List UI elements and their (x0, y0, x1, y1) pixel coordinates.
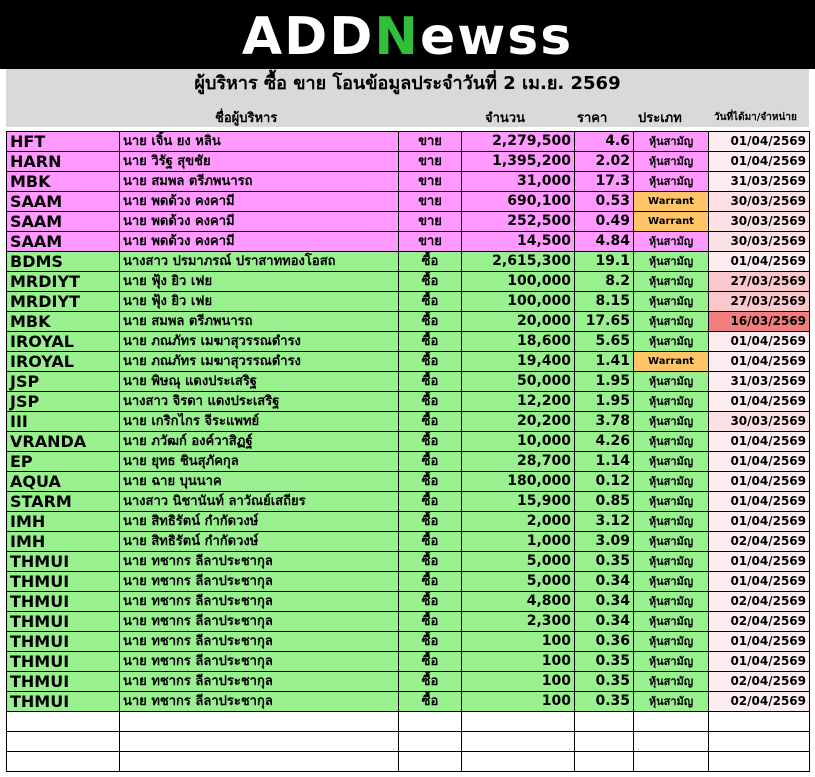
cell-action: ขาย (399, 212, 462, 232)
cell-executive-name: นาย สมพล ตรีภพนารถ (120, 172, 399, 192)
cell-executive-name: นาย พิษณุ แดงประเสริฐ (120, 372, 399, 392)
cell-price: 8.15 (575, 292, 634, 312)
table-row (7, 532, 810, 552)
cell-quantity: 2,000 (462, 512, 575, 532)
empty-cell (462, 752, 575, 772)
cell-executive-name: นางสาว ปรมาภรณ์ ปราสาททองโอสถ (120, 252, 399, 272)
empty-cell (709, 732, 810, 752)
cell-symbol: THMUI (7, 592, 120, 612)
cell-symbol: AQUA (7, 472, 120, 492)
header-quantity: จำนวน (485, 111, 525, 126)
cell-symbol: THMUI (7, 632, 120, 652)
cell-type: หุ้นสามัญ (634, 252, 709, 272)
table-row (7, 152, 810, 172)
cell-price: 17.65 (575, 312, 634, 332)
cell-action: ซื้อ (399, 332, 462, 352)
cell-symbol: MRDIYT (7, 272, 120, 292)
cell-symbol: HFT (7, 132, 120, 152)
cell-quantity: 100 (462, 692, 575, 712)
cell-type: หุ้นสามัญ (634, 292, 709, 312)
cell-action: ซื้อ (399, 692, 462, 712)
cell-quantity: 4,800 (462, 592, 575, 612)
table-row (7, 632, 810, 652)
cell-action: ซื้อ (399, 552, 462, 572)
cell-type: หุ้นสามัญ (634, 552, 709, 572)
cell-quantity: 15,900 (462, 492, 575, 512)
table-row (7, 432, 810, 452)
empty-cell (709, 712, 810, 732)
cell-symbol: IMH (7, 532, 120, 552)
cell-price: 1.95 (575, 392, 634, 412)
empty-cell (575, 752, 634, 772)
empty-cell (634, 712, 709, 732)
cell-action: ซื้อ (399, 492, 462, 512)
cell-type: Warrant (634, 192, 709, 212)
cell-price: 4.84 (575, 232, 634, 252)
cell-executive-name: นาย ทชากร ลีลาประชากุล (120, 672, 399, 692)
cell-quantity: 2,300 (462, 612, 575, 632)
cell-type: หุ้นสามัญ (634, 132, 709, 152)
cell-date: 27/03/2569 (709, 292, 810, 312)
empty-cell (575, 712, 634, 732)
cell-type: Warrant (634, 212, 709, 232)
banner (0, 0, 815, 69)
cell-action: ซื้อ (399, 392, 462, 412)
cell-symbol: THMUI (7, 612, 120, 632)
cell-symbol: SAAM (7, 192, 120, 212)
cell-executive-name: นาย ฟุ้ง ยิว เฟย (120, 272, 399, 292)
cell-price: 8.2 (575, 272, 634, 292)
cell-type: หุ้นสามัญ (634, 452, 709, 472)
cell-symbol: JSP (7, 372, 120, 392)
cell-date: 01/04/2569 (709, 512, 810, 532)
cell-price: 0.35 (575, 552, 634, 572)
cell-executive-name: นาย ทชากร ลีลาประชากุล (120, 572, 399, 592)
table-row (7, 252, 810, 272)
empty-cell (462, 712, 575, 732)
cell-date: 01/04/2569 (709, 152, 810, 172)
cell-action: ซื้อ (399, 532, 462, 552)
cell-price: 3.78 (575, 412, 634, 432)
cell-action: ซื้อ (399, 292, 462, 312)
table-row (7, 692, 810, 712)
cell-executive-name: นาย ทชากร ลีลาประชากุล (120, 552, 399, 572)
cell-price: 0.34 (575, 572, 634, 592)
table-row (7, 612, 810, 632)
cell-type: Warrant (634, 352, 709, 372)
cell-action: ซื้อ (399, 512, 462, 532)
cell-action: ขาย (399, 152, 462, 172)
table-row (7, 652, 810, 672)
cell-symbol: III (7, 412, 120, 432)
cell-symbol: SAAM (7, 232, 120, 252)
cell-price: 3.09 (575, 532, 634, 552)
cell-price: 0.12 (575, 472, 634, 492)
cell-executive-name: นาย ฉาย บุนนาค (120, 472, 399, 492)
table-row (7, 452, 810, 472)
cell-type: หุ้นสามัญ (634, 492, 709, 512)
cell-price: 0.34 (575, 592, 634, 612)
cell-price: 19.1 (575, 252, 634, 272)
cell-date: 27/03/2569 (709, 272, 810, 292)
cell-symbol: EP (7, 452, 120, 472)
empty-cell (120, 752, 399, 772)
table-row (7, 392, 810, 412)
header-date: วันที่ได้มา/จำหน่าย (714, 112, 797, 123)
cell-quantity: 5,000 (462, 572, 575, 592)
cell-type: หุ้นสามัญ (634, 232, 709, 252)
cell-type: หุ้นสามัญ (634, 632, 709, 652)
cell-type: หุ้นสามัญ (634, 512, 709, 532)
title-bar (6, 69, 809, 127)
cell-type: หุ้นสามัญ (634, 432, 709, 452)
cell-date: 02/04/2569 (709, 532, 810, 552)
cell-symbol: STARM (7, 492, 120, 512)
cell-action: ซื้อ (399, 452, 462, 472)
cell-quantity: 252,500 (462, 212, 575, 232)
cell-action: ซื้อ (399, 272, 462, 292)
cell-price: 1.95 (575, 372, 634, 392)
logo (0, 6, 815, 68)
cell-action: ขาย (399, 172, 462, 192)
cell-executive-name: นาย ภวัฒก์ องค์วาสิฏฐ์ (120, 432, 399, 452)
cell-price: 0.49 (575, 212, 634, 232)
table-row (7, 172, 810, 192)
table-row (7, 132, 810, 152)
cell-executive-name: นาย ทชากร ลีลาประชากุล (120, 652, 399, 672)
cell-quantity: 14,500 (462, 232, 575, 252)
cell-executive-name: นาย พดด้วง คงคามี (120, 192, 399, 212)
cell-type: หุ้นสามัญ (634, 152, 709, 172)
cell-date: 31/03/2569 (709, 172, 810, 192)
cell-symbol: JSP (7, 392, 120, 412)
cell-action: ซื้อ (399, 632, 462, 652)
cell-symbol: MRDIYT (7, 292, 120, 312)
cell-symbol: MBK (7, 172, 120, 192)
cell-type: หุ้นสามัญ (634, 272, 709, 292)
empty-cell (399, 712, 462, 732)
cell-quantity: 19,400 (462, 352, 575, 372)
cell-executive-name: นาย ทชากร ลีลาประชากุล (120, 592, 399, 612)
cell-quantity: 18,600 (462, 332, 575, 352)
cell-quantity: 50,000 (462, 372, 575, 392)
cell-type: หุ้นสามัญ (634, 672, 709, 692)
cell-date: 01/04/2569 (709, 392, 810, 412)
cell-executive-name: นาย สิทธิรัตน์ กำกัดวงษ์ (120, 532, 399, 552)
empty-cell (120, 732, 399, 752)
cell-quantity: 100 (462, 632, 575, 652)
cell-date: 02/04/2569 (709, 592, 810, 612)
cell-price: 1.41 (575, 352, 634, 372)
cell-date: 01/04/2569 (709, 352, 810, 372)
empty-cell (399, 752, 462, 772)
cell-type: หุ้นสามัญ (634, 592, 709, 612)
cell-quantity: 20,000 (462, 312, 575, 332)
cell-action: ซื้อ (399, 472, 462, 492)
table-row (7, 272, 810, 292)
cell-price: 0.35 (575, 672, 634, 692)
cell-date: 01/04/2569 (709, 652, 810, 672)
cell-executive-name: นาย ทชากร ลีลาประชากุล (120, 612, 399, 632)
cell-type: หุ้นสามัญ (634, 372, 709, 392)
cell-action: ซื้อ (399, 432, 462, 452)
table-row (7, 572, 810, 592)
cell-date: 30/03/2569 (709, 192, 810, 212)
cell-action: ขาย (399, 192, 462, 212)
cell-executive-name: นางสาว จิรดา แดงประเสริฐ (120, 392, 399, 412)
cell-quantity: 2,279,500 (462, 132, 575, 152)
cell-quantity: 2,615,300 (462, 252, 575, 272)
cell-price: 5.65 (575, 332, 634, 352)
cell-executive-name: นาย ทชากร ลีลาประชากุล (120, 632, 399, 652)
cell-date: 01/04/2569 (709, 252, 810, 272)
cell-executive-name: นาย เจิ้น ยง หลิน (120, 132, 399, 152)
cell-action: ซื้อ (399, 592, 462, 612)
empty-cell (120, 712, 399, 732)
empty-row (7, 712, 810, 732)
cell-symbol: IROYAL (7, 332, 120, 352)
cell-type: หุ้นสามัญ (634, 332, 709, 352)
cell-symbol: THMUI (7, 652, 120, 672)
cell-price: 2.02 (575, 152, 634, 172)
cell-symbol: VRANDA (7, 432, 120, 452)
cell-date: 01/04/2569 (709, 472, 810, 492)
cell-date: 30/03/2569 (709, 412, 810, 432)
cell-quantity: 31,000 (462, 172, 575, 192)
cell-price: 3.12 (575, 512, 634, 532)
cell-date: 30/03/2569 (709, 212, 810, 232)
table-row (7, 292, 810, 312)
cell-symbol: IROYAL (7, 352, 120, 372)
cell-quantity: 100,000 (462, 272, 575, 292)
logo-prefix: ADD (241, 7, 375, 67)
cell-executive-name: นาย พดด้วง คงคามี (120, 212, 399, 232)
cell-date: 16/03/2569 (709, 312, 810, 332)
cell-executive-name: นาย ทชากร ลีลาประชากุล (120, 692, 399, 712)
cell-price: 0.35 (575, 692, 634, 712)
cell-executive-name: นาย เกริกไกร จีระแพทย์ (120, 412, 399, 432)
table-row (7, 212, 810, 232)
header-price: ราคา (577, 111, 608, 126)
cell-quantity: 12,200 (462, 392, 575, 412)
cell-date: 01/04/2569 (709, 452, 810, 472)
cell-symbol: IMH (7, 512, 120, 532)
table-row (7, 592, 810, 612)
cell-price: 0.34 (575, 612, 634, 632)
cell-date: 01/04/2569 (709, 572, 810, 592)
cell-type: หุ้นสามัญ (634, 692, 709, 712)
cell-quantity: 28,700 (462, 452, 575, 472)
empty-cell (575, 732, 634, 752)
cell-quantity: 180,000 (462, 472, 575, 492)
header-type: ประเภท (638, 111, 682, 126)
empty-row (7, 732, 810, 752)
empty-row (7, 752, 810, 772)
cell-date: 01/04/2569 (709, 432, 810, 452)
cell-quantity: 1,395,200 (462, 152, 575, 172)
table-row (7, 552, 810, 572)
table-row (7, 352, 810, 372)
cell-symbol: MBK (7, 312, 120, 332)
logo-suffix: ewss (419, 7, 574, 67)
cell-quantity: 690,100 (462, 192, 575, 212)
cell-executive-name: นาย วิรัฐ สุขชัย (120, 152, 399, 172)
cell-executive-name: นาย พดด้วง คงคามี (120, 232, 399, 252)
empty-cell (7, 732, 120, 752)
cell-price: 0.35 (575, 652, 634, 672)
cell-type: หุ้นสามัญ (634, 472, 709, 492)
cell-action: ซื้อ (399, 252, 462, 272)
cell-date: 02/04/2569 (709, 672, 810, 692)
cell-quantity: 100 (462, 672, 575, 692)
cell-type: หุ้นสามัญ (634, 172, 709, 192)
cell-executive-name: นาย ยุทธ ชินสุภัคกุล (120, 452, 399, 472)
cell-quantity: 100,000 (462, 292, 575, 312)
logo-accent: N (374, 7, 420, 67)
cell-quantity: 5,000 (462, 552, 575, 572)
transactions-table (6, 131, 810, 772)
cell-date: 30/03/2569 (709, 232, 810, 252)
cell-price: 0.53 (575, 192, 634, 212)
empty-cell (634, 752, 709, 772)
cell-symbol: HARN (7, 152, 120, 172)
cell-type: หุ้นสามัญ (634, 312, 709, 332)
table-row (7, 372, 810, 392)
table-row (7, 332, 810, 352)
cell-executive-name: นาย ฟุ้ง ยิว เฟย (120, 292, 399, 312)
cell-price: 1.14 (575, 452, 634, 472)
cell-type: หุ้นสามัญ (634, 412, 709, 432)
cell-quantity: 20,200 (462, 412, 575, 432)
cell-type: หุ้นสามัญ (634, 652, 709, 672)
empty-cell (7, 752, 120, 772)
cell-quantity: 100 (462, 652, 575, 672)
cell-price: 17.3 (575, 172, 634, 192)
cell-date: 01/04/2569 (709, 492, 810, 512)
cell-action: ขาย (399, 232, 462, 252)
cell-date: 02/04/2569 (709, 612, 810, 632)
cell-quantity: 1,000 (462, 532, 575, 552)
cell-action: ซื้อ (399, 312, 462, 332)
empty-cell (709, 752, 810, 772)
table-row (7, 492, 810, 512)
cell-date: 01/04/2569 (709, 552, 810, 572)
cell-type: หุ้นสามัญ (634, 532, 709, 552)
cell-symbol: SAAM (7, 212, 120, 232)
header-name: ชื่อผู้บริหาร (215, 111, 278, 126)
cell-executive-name: นาย สมพล ตรีภพนารถ (120, 312, 399, 332)
cell-executive-name: นาย ภณภัทร เมฆาสุวรรณดำรง (120, 332, 399, 352)
table-row (7, 312, 810, 332)
table-row (7, 232, 810, 252)
cell-symbol: THMUI (7, 552, 120, 572)
cell-type: หุ้นสามัญ (634, 612, 709, 632)
cell-type: หุ้นสามัญ (634, 572, 709, 592)
cell-executive-name: นาย สิทธิรัตน์ กำกัดวงษ์ (120, 512, 399, 532)
empty-cell (462, 732, 575, 752)
cell-symbol: THMUI (7, 572, 120, 592)
cell-action: ซื้อ (399, 372, 462, 392)
cell-price: 4.26 (575, 432, 634, 452)
cell-action: ซื้อ (399, 652, 462, 672)
table-row (7, 192, 810, 212)
cell-action: ซื้อ (399, 612, 462, 632)
table-row (7, 412, 810, 432)
cell-action: ขาย (399, 132, 462, 152)
cell-date: 02/04/2569 (709, 692, 810, 712)
empty-cell (634, 732, 709, 752)
cell-symbol: THMUI (7, 692, 120, 712)
cell-price: 0.85 (575, 492, 634, 512)
cell-symbol: BDMS (7, 252, 120, 272)
table-row (7, 672, 810, 692)
cell-executive-name: นาย ภณภัทร เมฆาสุวรรณดำรง (120, 352, 399, 372)
cell-date: 01/04/2569 (709, 132, 810, 152)
cell-action: ซื้อ (399, 352, 462, 372)
cell-type: หุ้นสามัญ (634, 392, 709, 412)
page-title: ผู้บริหาร ซื้อ ขาย โอนข้อมูลประจำวันที่ 2 เม.ย. 2569 (194, 73, 621, 94)
table-row (7, 472, 810, 492)
empty-cell (7, 712, 120, 732)
cell-action: ซื้อ (399, 412, 462, 432)
cell-symbol: THMUI (7, 672, 120, 692)
cell-date: 01/04/2569 (709, 632, 810, 652)
cell-action: ซื้อ (399, 672, 462, 692)
table-row (7, 512, 810, 532)
cell-price: 0.36 (575, 632, 634, 652)
cell-executive-name: นางสาว นิชานันท์ ลาวัณย์เสถียร (120, 492, 399, 512)
cell-date: 01/04/2569 (709, 332, 810, 352)
cell-date: 31/03/2569 (709, 372, 810, 392)
cell-quantity: 10,000 (462, 432, 575, 452)
cell-price: 4.6 (575, 132, 634, 152)
empty-cell (399, 732, 462, 752)
cell-action: ซื้อ (399, 572, 462, 592)
